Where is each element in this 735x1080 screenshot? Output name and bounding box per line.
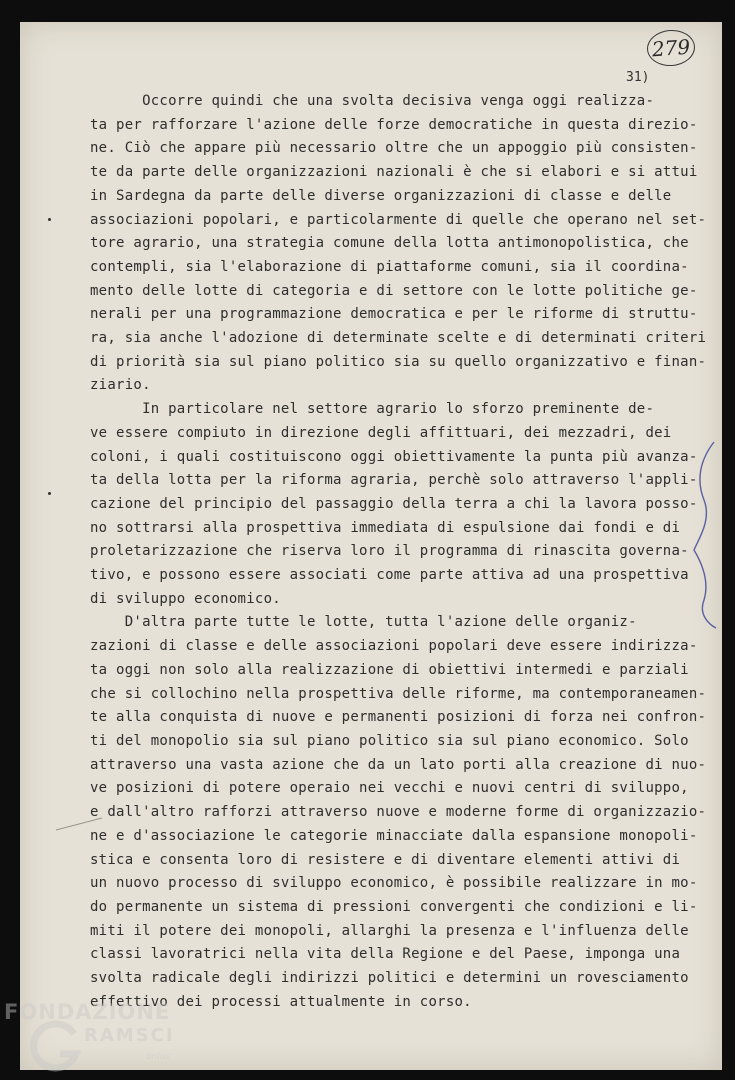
document-page [20,22,722,1070]
text-line: te da parte delle organizzazioni nazionali è che si elabori e si attui [90,164,698,181]
text-line: effettivo dei processi attualmente in corso. [90,993,472,1010]
text-line: attraverso una vasta azione che da un lato porti alla creazione di nuo- [90,756,707,773]
watermark-line-3: onlus [146,1052,171,1062]
text-line: no sottrarsi alla prospettiva immediata di espulsione dai fondi e di [90,519,681,536]
text-line: ti del monopolio sia sul piano politico sia sul piano economico. Solo [90,732,689,749]
text-line: classi lavoratrici nella vita della Regione e del Paese, imponga una [90,946,681,963]
text-line: ta della lotta per la riforma agraria, perchè solo attraverso l'appli- [90,472,698,489]
text-line: di sviluppo economico. [90,590,281,607]
gramsci-g-logo [30,1020,82,1072]
text-line: ne e d'associazione le categorie minacciate dalla espansione monopoli- [90,827,698,844]
text-line: proletarizzazione che riserva loro il programma di rinascita governa- [90,543,689,560]
text-line: tore agrario, una strategia comune della lotta antimonopolistica, che [90,235,689,252]
typewritten-text [90,90,707,1014]
text-line: do permanente un sistema di pressioni convergenti che condizioni e li- [90,898,698,915]
text-line: miti il potere dei monopoli, allarghi la presenza e l'influenza delle [90,922,689,939]
text-line: che si collochino nella prospettiva delle riforme, ma contemporaneamen- [90,685,707,702]
text-line: svolta radicale degli indirizzi politici e determini un rovesciamento [90,970,689,987]
text-line: contempli, sia l'elaborazione di piattaforme comuni, sia il coordina- [90,258,689,275]
text-line: ve posizioni di potere operaio nei vecchi e nuovi centri di sviluppo, [90,780,689,797]
text-line: mento delle lotte di categoria e di settore con le lotte politiche ge- [90,282,698,299]
text-line: ve essere compiuto in direzione degli affittuari, dei mezzadri, dei [90,424,672,441]
text-line: in Sardegna da parte delle diverse organizzazioni di classe e delle [90,187,672,204]
text-line: zazioni di classe e delle associazioni popolari deve essere indirizza- [90,638,698,655]
text-line: coloni, i quali costituiscono oggi obiettivamente la punta più avanza- [90,448,698,465]
pencil-mark [54,814,104,834]
text-line: te alla conquista di nuove e permanenti posizioni di forza nei confron- [90,709,707,726]
text-line: D'altra parte tutte le lotte, tutta l'azione delle organiz- [90,614,637,631]
text-line: di priorità sia sul piano politico sia su quello organizzativo e finan- [90,353,707,370]
text-line: un nuovo processo di sviluppo economico, è possibile realizzare in mo- [90,875,698,892]
margin-dot [48,218,51,221]
text-line: ta oggi non solo alla realizzazione di obiettivi intermedi e parziali [90,661,689,678]
watermark-line-1: FONDAZIONE [4,1000,171,1024]
text-line: cazione del principio del passaggio della terra a chi la lavora posso- [90,495,698,512]
text-line: e dall'altro rafforzi attraverso nuove e moderne forme di organizzazio- [90,804,707,821]
text-line: ra, sia anche l'adozione di determinate scelte e di determinati criteri [90,330,707,347]
page-number: 31) [626,70,650,85]
handwritten-bracket-mark [692,440,722,630]
text-line: stica e consenta loro di resistere e di diventare elementi attivi di [90,851,681,868]
text-line: nerali per una programmazione democratica e per le riforme di struttu- [90,306,698,323]
text-line: Occorre quindi che una svolta decisiva venga oggi realizza- [90,93,655,109]
watermark-logo [4,1000,194,1075]
text-line: tivo, e possono essere associati come parte attiva ad una prospettiva [90,567,689,584]
watermark-line-2: RAMSCI [84,1025,175,1046]
text-line: ziario. [90,377,151,394]
text-line: In particolare nel settore agrario lo sforzo preminente de- [90,401,655,418]
archive-number-stamp: 279 [646,28,696,67]
text-line: ta per rafforzare l'azione delle forze democratiche in questa direzio- [90,116,698,133]
text-line: associazioni popolari, e particolarmente di quelle che operano nel set- [90,211,707,228]
text-line: ne. Ciò che appare più necessario oltre che un appoggio più consisten- [90,140,698,157]
margin-dot [48,492,51,495]
